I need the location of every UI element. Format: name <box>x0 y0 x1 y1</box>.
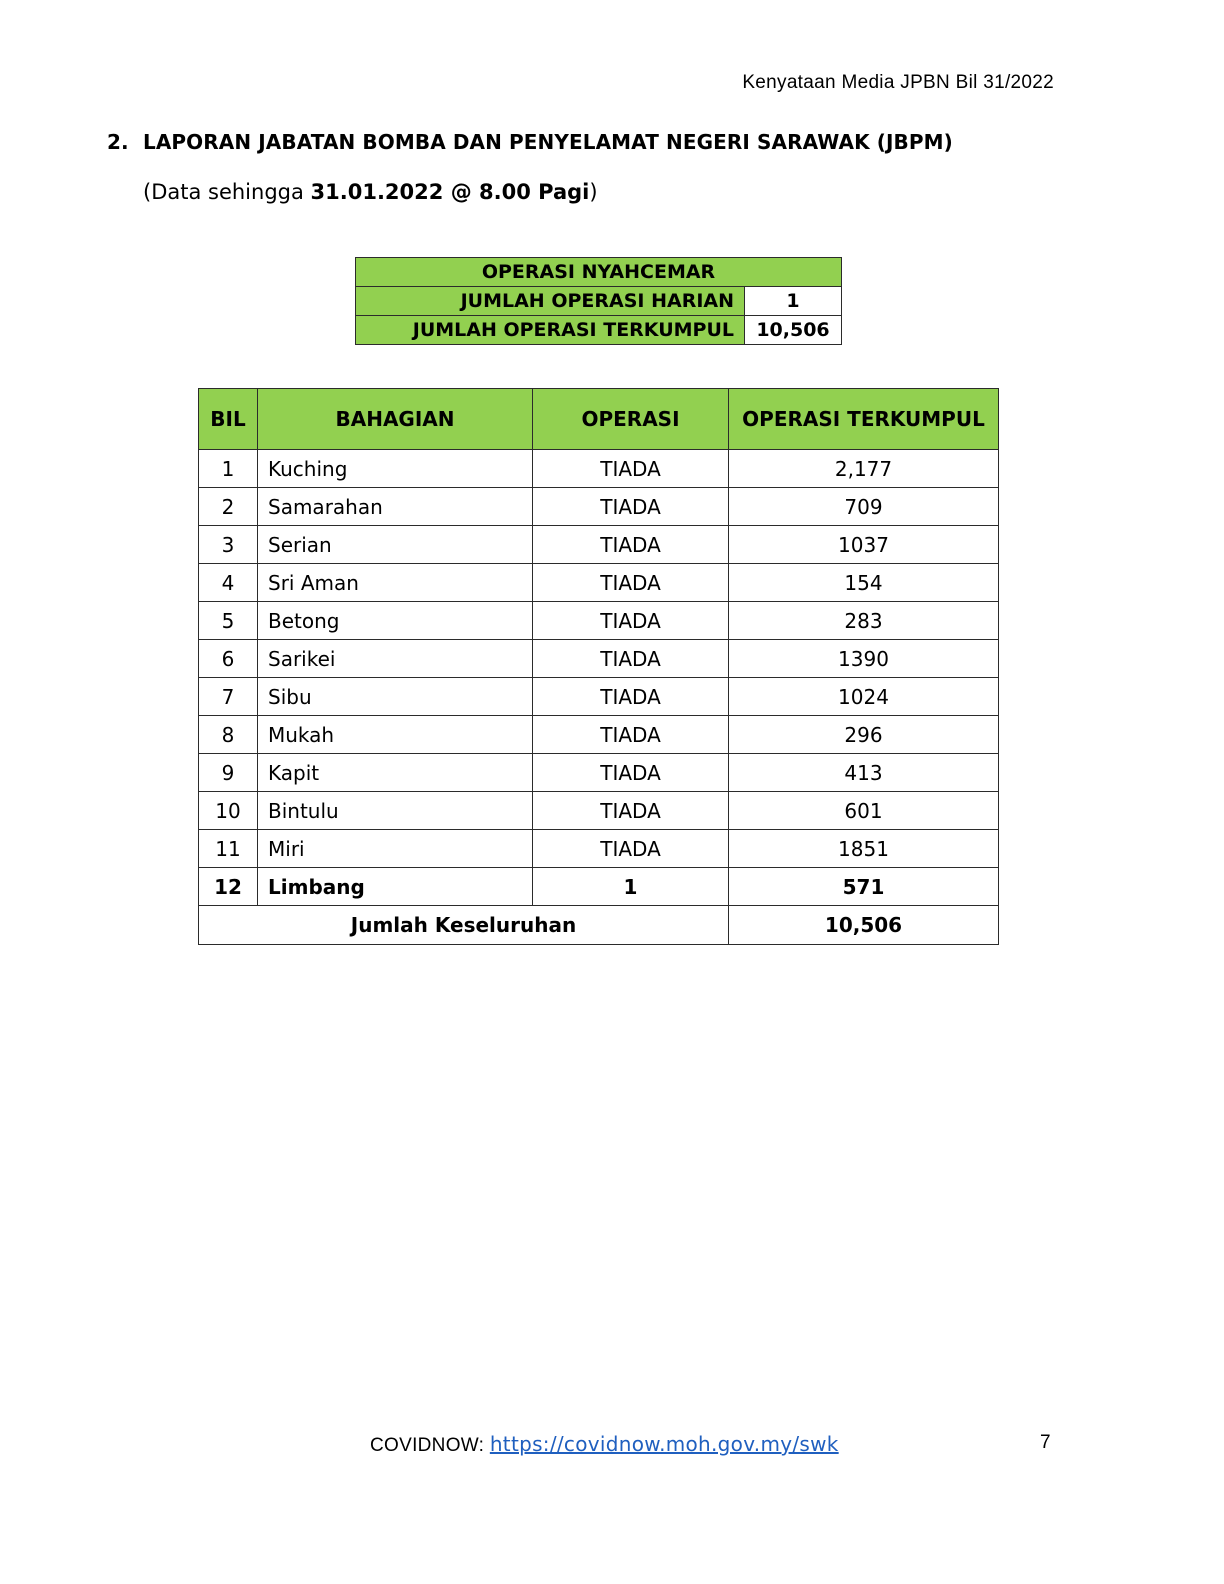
row-operasi: TIADA <box>533 830 729 868</box>
row-operasi: TIADA <box>533 526 729 564</box>
row-bil: 2 <box>199 488 258 526</box>
row-bahagian: Sibu <box>258 678 533 716</box>
row-terkumpul: 1390 <box>729 640 999 678</box>
row-operasi: TIADA <box>533 792 729 830</box>
header-operasi: OPERASI <box>533 389 729 450</box>
row-bahagian: Limbang <box>258 868 533 906</box>
summary-cumulative-value: 10,506 <box>745 316 842 345</box>
row-terkumpul: 709 <box>729 488 999 526</box>
row-bil: 5 <box>199 602 258 640</box>
table-row <box>199 754 999 792</box>
row-operasi: 1 <box>533 868 729 906</box>
summary-title-row <box>356 258 842 287</box>
row-bahagian: Betong <box>258 602 533 640</box>
summary-cumulative-label: JUMLAH OPERASI TERKUMPUL <box>356 316 745 345</box>
covidnow-link[interactable]: https://covidnow.moh.gov.my/swk <box>489 1432 839 1456</box>
row-terkumpul: 1024 <box>729 678 999 716</box>
table-row <box>199 830 999 868</box>
section-number: 2. <box>107 130 129 154</box>
data-date: 31.01.2022 @ 8.00 Pagi <box>310 180 590 204</box>
row-bil: 4 <box>199 564 258 602</box>
row-terkumpul: 601 <box>729 792 999 830</box>
row-operasi: TIADA <box>533 716 729 754</box>
row-bahagian: Miri <box>258 830 533 868</box>
table-row <box>199 526 999 564</box>
row-terkumpul: 2,177 <box>729 450 999 488</box>
row-terkumpul: 296 <box>729 716 999 754</box>
row-bahagian: Mukah <box>258 716 533 754</box>
table-row <box>199 678 999 716</box>
summary-daily-value: 1 <box>745 287 842 316</box>
footer-label: COVIDNOW: <box>370 1435 490 1456</box>
table-header-row <box>199 389 999 450</box>
row-operasi: TIADA <box>533 678 729 716</box>
table-row <box>199 450 999 488</box>
summary-daily-label: JUMLAH OPERASI HARIAN <box>356 287 745 316</box>
table-row <box>199 564 999 602</box>
document-reference: Kenyataan Media JPBN Bil 31/2022 <box>742 72 1054 93</box>
section-title-text: LAPORAN JABATAN BOMBA DAN PENYELAMAT NEGERI SARAWAK (JBPM) <box>143 130 953 154</box>
division-table <box>198 388 999 945</box>
header-bil: BIL <box>199 389 258 450</box>
row-bil: 6 <box>199 640 258 678</box>
row-terkumpul: 154 <box>729 564 999 602</box>
row-terkumpul: 1037 <box>729 526 999 564</box>
total-value: 10,506 <box>729 906 999 945</box>
table-row <box>199 602 999 640</box>
summary-title: OPERASI NYAHCEMAR <box>356 258 842 287</box>
row-bil: 1 <box>199 450 258 488</box>
summary-table <box>355 257 842 345</box>
row-operasi: TIADA <box>533 450 729 488</box>
row-bil: 10 <box>199 792 258 830</box>
summary-cumulative-row <box>356 316 842 345</box>
data-date-line <box>143 180 598 204</box>
page-number: 7 <box>1040 1432 1051 1453</box>
table-row <box>199 792 999 830</box>
section-title <box>107 130 953 154</box>
row-bil: 11 <box>199 830 258 868</box>
row-bahagian: Serian <box>258 526 533 564</box>
row-bahagian: Bintulu <box>258 792 533 830</box>
total-row <box>199 906 999 945</box>
total-label: Jumlah Keseluruhan <box>199 906 729 945</box>
row-bahagian: Kuching <box>258 450 533 488</box>
row-bahagian: Sri Aman <box>258 564 533 602</box>
row-operasi: TIADA <box>533 564 729 602</box>
table-row <box>199 716 999 754</box>
row-bil: 3 <box>199 526 258 564</box>
row-terkumpul: 1851 <box>729 830 999 868</box>
row-bahagian: Samarahan <box>258 488 533 526</box>
table-row <box>199 640 999 678</box>
row-terkumpul: 283 <box>729 602 999 640</box>
header-operasi-terkumpul: OPERASI TERKUMPUL <box>729 389 999 450</box>
row-bil: 7 <box>199 678 258 716</box>
table-row <box>199 488 999 526</box>
summary-daily-row <box>356 287 842 316</box>
table-row <box>199 868 999 906</box>
row-operasi: TIADA <box>533 754 729 792</box>
footer <box>370 1432 839 1457</box>
row-bil: 8 <box>199 716 258 754</box>
row-terkumpul: 413 <box>729 754 999 792</box>
header-bahagian: BAHAGIAN <box>258 389 533 450</box>
row-bil: 12 <box>199 868 258 906</box>
row-operasi: TIADA <box>533 640 729 678</box>
data-suffix: ) <box>589 180 598 204</box>
row-terkumpul: 571 <box>729 868 999 906</box>
row-bahagian: Sarikei <box>258 640 533 678</box>
data-prefix: (Data sehingga <box>143 180 311 204</box>
row-bil: 9 <box>199 754 258 792</box>
row-bahagian: Kapit <box>258 754 533 792</box>
row-operasi: TIADA <box>533 488 729 526</box>
row-operasi: TIADA <box>533 602 729 640</box>
